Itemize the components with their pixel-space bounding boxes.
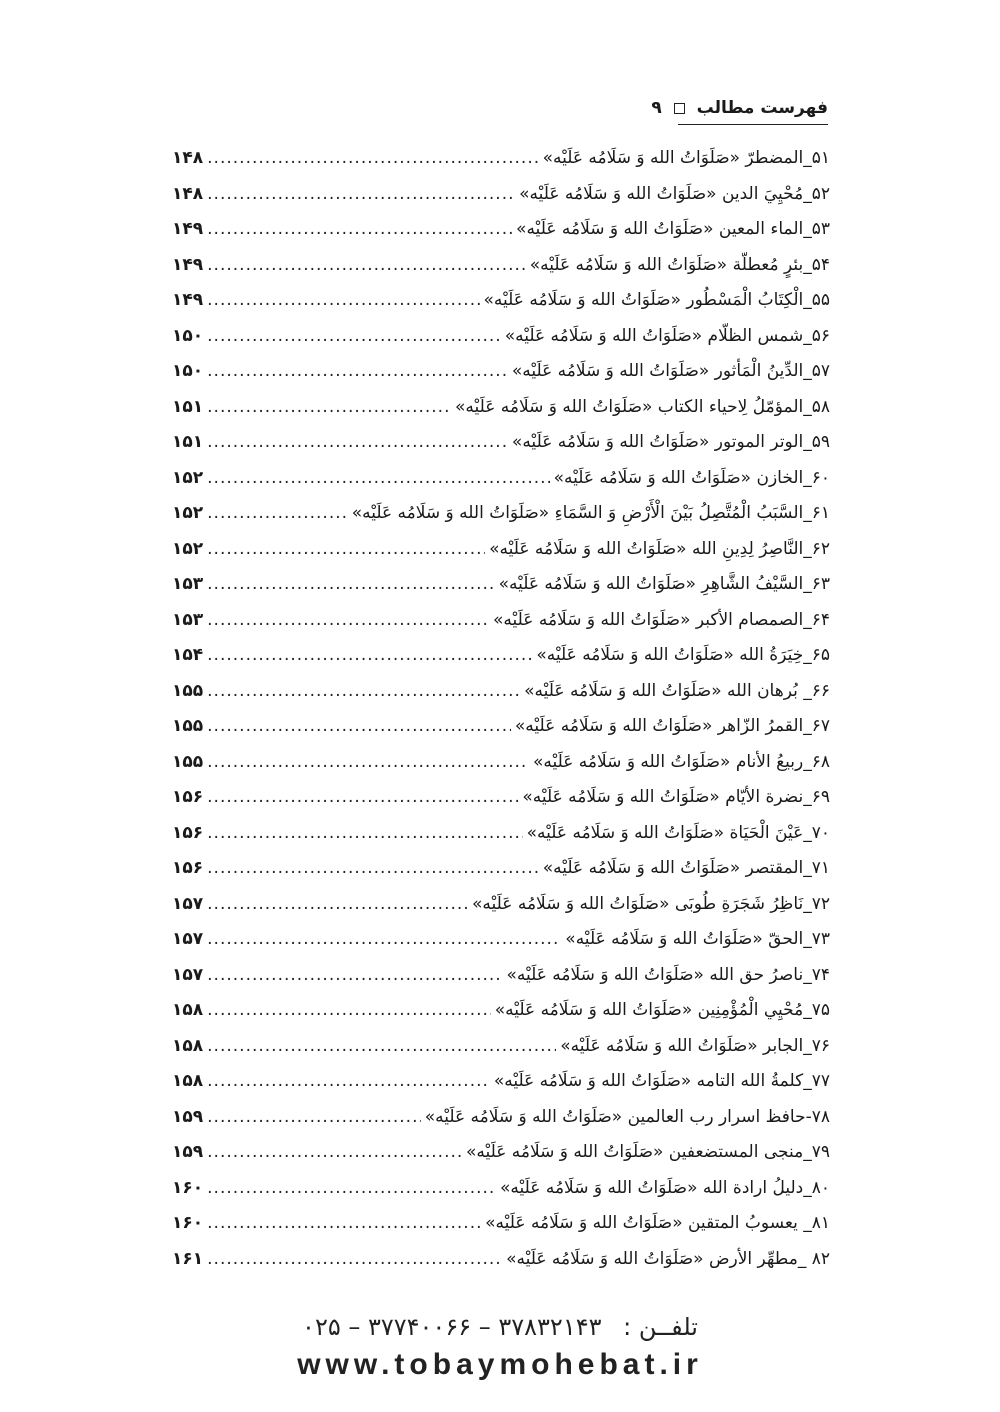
toc-entry[interactable] [172, 1107, 830, 1143]
toc-entry[interactable] [172, 1249, 830, 1285]
toc-entry[interactable] [172, 539, 830, 575]
dot-leader [207, 290, 479, 310]
footer-phone [0, 1313, 1000, 1341]
toc-entry[interactable] [172, 1071, 830, 1107]
toc-entry-page: ۱۴۹ [172, 254, 204, 275]
dot-leader [207, 1036, 556, 1056]
dot-leader [207, 539, 485, 559]
toc-entry[interactable] [172, 610, 830, 646]
toc-entry-title: ۸۰_دليلُ ارادة الله «صَلَوَاتُ الله وَ سَلَامُه عَلَيْه» [500, 1177, 830, 1198]
dot-leader [207, 148, 538, 168]
toc-entry-title: ۶۸_ربيعُ الأنام «صَلَوَاتُ الله وَ سَلَامُه عَلَيْه» [532, 751, 830, 772]
toc-entry-title: ۵۹_الوتر الموتور «صَلَوَاتُ الله وَ سَلَامُه عَلَيْه» [511, 432, 830, 452]
toc-entry[interactable] [172, 965, 830, 1001]
toc-entry[interactable] [172, 716, 830, 752]
toc-entry[interactable] [172, 361, 830, 397]
toc-entry[interactable] [172, 752, 830, 788]
dot-leader [207, 468, 549, 488]
toc-entry-page: ۱۵۳ [172, 574, 204, 594]
toc-entry-title: ۶۹_نضرة الأيّام «صَلَوَاتُ الله وَ سَلَامُه عَلَيْه» [522, 787, 830, 807]
dot-leader [207, 823, 523, 843]
toc-entry-title: ۵۸_المؤمّلُ لِاحياء الكتاب «صَلَوَاتُ الله وَ سَلَامُه عَلَيْه» [454, 396, 830, 417]
toc-entry-page: ۱۵۷ [172, 893, 204, 914]
toc-entry-page: ۱۴۹ [172, 219, 204, 239]
toc-entry[interactable] [172, 1000, 830, 1036]
dot-leader [207, 432, 508, 452]
dot-leader [207, 1000, 491, 1020]
dot-leader [207, 574, 494, 594]
toc-entry[interactable] [172, 1036, 830, 1072]
toc-entry-page: ۱۵۶ [172, 858, 204, 878]
toc-entry[interactable] [172, 219, 830, 255]
toc-entry-page: ۱۵۷ [172, 964, 204, 985]
toc-entry-page: ۱۵۰ [172, 361, 204, 381]
toc-entry-title: ۷۸-حافظ اسرار رب العالمين «صَلَوَاتُ الله وَ سَلَامُه عَلَيْه» [424, 1106, 830, 1127]
toc-entry-title: ۷۱_المقتصر «صَلَوَاتُ الله وَ سَلَامُه عَلَيْه» [542, 858, 830, 878]
running-head-page-number: ۹ [651, 98, 662, 118]
toc-entry[interactable] [172, 1213, 830, 1249]
toc-entry[interactable] [172, 681, 830, 717]
dot-leader [207, 397, 451, 417]
toc-entry-page: ۱۵۶ [172, 822, 204, 843]
toc-entry-page: ۱۵۵ [172, 680, 204, 701]
running-head [651, 98, 828, 125]
dot-leader [207, 752, 529, 772]
toc-entry[interactable] [172, 184, 830, 220]
dot-leader [207, 255, 526, 275]
toc-entry[interactable] [172, 858, 830, 894]
dot-leader [207, 1107, 421, 1127]
dot-leader [207, 1178, 496, 1198]
toc-entry-title: ۷۲_نَاظِرُ شَجَرَةِ طُوبَى «صَلَوَاتُ الله وَ سَلَامُه عَلَيْه» [472, 893, 830, 914]
dot-leader [207, 1249, 502, 1269]
toc-entry[interactable] [172, 645, 830, 681]
running-head-title: فهرست مطالب [696, 98, 828, 118]
toc-entry-title: ۷۷_كلمةُ الله التامه «صَلَوَاتُ الله وَ سَلَامُه عَلَيْه» [493, 1071, 830, 1091]
toc-entry-page: ۱۴۸ [172, 183, 204, 204]
toc-entry-title: ۵۲_مُحْيِيَ الدين «صَلَوَاتُ الله وَ سَلَامُه عَلَيْه» [519, 183, 830, 204]
toc-entry-title: ۵۱_المضطرّ «صَلَوَاتُ الله وَ سَلَامُه عَلَيْه» [542, 148, 830, 168]
toc-entry-page: ۱۵۷ [172, 929, 204, 949]
toc-entry-title: ۶۴_الصمصام الأكبر «صَلَوَاتُ الله وَ سَلَامُه عَلَيْه» [493, 609, 830, 630]
toc-entry[interactable] [172, 929, 830, 965]
dot-leader [207, 681, 520, 701]
toc-entry[interactable] [172, 823, 830, 859]
toc-entry-page: ۱۶۰ [172, 1177, 204, 1198]
toc-entry-page: ۱۵۳ [172, 609, 204, 630]
dot-leader [207, 1213, 481, 1233]
toc-entry-page: ۱۶۱ [172, 1248, 204, 1269]
toc-entry[interactable] [172, 148, 830, 184]
toc-entry[interactable] [172, 574, 830, 610]
toc-entry-title: ۵۶_شمس الظلّام «صَلَوَاتُ الله وَ سَلَامُه عَلَيْه» [504, 325, 830, 346]
toc-entry-page: ۱۵۵ [172, 716, 204, 736]
toc-entry-title: ۶۶_ بُرهان الله «صَلَوَاتُ الله وَ سَلَامُه عَلَيْه» [524, 680, 830, 701]
toc-entry-title: ۷۰_عَيْنَ الْحَيَاة «صَلَوَاتُ الله وَ سَلَامُه عَلَيْه» [526, 822, 830, 843]
toc-entry-title: ۷۳_الحقّ «صَلَوَاتُ الله وَ سَلَامُه عَلَيْه» [565, 929, 830, 949]
toc-entry[interactable] [172, 290, 830, 326]
toc-entry-page: ۱۵۸ [172, 1071, 204, 1091]
toc-entry-page: ۱۵۸ [172, 1000, 204, 1020]
square-ornament-icon [674, 103, 685, 114]
dot-leader [207, 929, 561, 949]
dot-leader [207, 219, 512, 239]
toc-entry-title: ۶۵_خِيَرَةُ الله «صَلَوَاتُ الله وَ سَلَامُه عَلَيْه» [536, 645, 830, 665]
toc-entry-page: ۱۵۱ [172, 396, 204, 417]
toc-entry[interactable] [172, 255, 830, 291]
toc-entry-title: ۶۰_الخازن «صَلَوَاتُ الله وَ سَلَامُه عَلَيْه» [553, 467, 830, 488]
toc-entry-page: ۱۴۹ [172, 290, 204, 310]
toc-entry[interactable] [172, 1178, 830, 1214]
toc-entry-title: ۵۳_الماء المعين «صَلَوَاتُ الله وَ سَلَامُه عَلَيْه» [516, 219, 830, 239]
toc-entry-page: ۱۵۰ [172, 325, 204, 346]
toc-entry[interactable] [172, 503, 830, 539]
toc-entry-title: ۶۳_السَّيْفُ الشَّاهِرِ «صَلَوَاتُ الله وَ سَلَامُه عَلَيْه» [498, 574, 830, 594]
dot-leader [207, 858, 539, 878]
toc-entry-page: ۱۵۱ [172, 432, 204, 452]
table-of-contents [172, 148, 830, 1284]
dot-leader [207, 610, 489, 630]
dot-leader [207, 503, 348, 523]
toc-entry-page: ۱۵۶ [172, 787, 204, 807]
toc-entry-title: ۷۶_الجابر «صَلَوَاتُ الله وَ سَلَامُه عَلَيْه» [560, 1035, 830, 1056]
dot-leader [207, 965, 502, 985]
dot-leader [207, 716, 511, 736]
toc-entry-title: ۶۷_القمرُ الزّاهر «صَلَوَاتُ الله وَ سَلَامُه عَلَيْه» [514, 716, 830, 736]
toc-entry[interactable] [172, 1142, 830, 1178]
toc-entry[interactable] [172, 787, 830, 823]
toc-entry-page: ۱۵۲ [172, 467, 204, 488]
toc-entry-title: ۵۷_الدِّينُ الْمَأثور «صَلَوَاتُ الله وَ سَلَامُه عَلَيْه» [511, 361, 830, 381]
phone-numbers: ۰۲۵ – ۳۷۷۴۰۰۶۶ – ۳۷۸۳۲۱۴۳ [302, 1313, 602, 1341]
toc-entry-title: ۵۴_بئرٍ مُعطلّة «صَلَوَاتُ الله وَ سَلَامُه عَلَيْه» [529, 254, 830, 275]
toc-entry[interactable] [172, 326, 830, 362]
toc-entry[interactable] [172, 397, 830, 433]
website-url[interactable]: www.tobaymohebat.ir [297, 1348, 703, 1381]
toc-entry-title: ۵۵_الْكِتَابُ الْمَسْطُور «صَلَوَاتُ الله وَ سَلَامُه عَلَيْه» [483, 290, 830, 310]
toc-entry-title: ۸۱_ يعسوبُ المتقين «صَلَوَاتُ الله وَ سَلَامُه عَلَيْه» [485, 1213, 830, 1233]
toc-entry[interactable] [172, 468, 830, 504]
dot-leader [207, 1142, 462, 1162]
dot-leader [207, 184, 515, 204]
toc-entry-page: ۱۵۹ [172, 1142, 204, 1162]
toc-entry[interactable] [172, 894, 830, 930]
toc-entry-page: ۱۴۸ [172, 148, 204, 168]
toc-entry-page: ۱۵۴ [172, 645, 204, 665]
toc-entry-page: ۱۵۸ [172, 1035, 204, 1056]
dot-leader [207, 787, 518, 807]
dot-leader [207, 1071, 490, 1091]
dot-leader [207, 894, 468, 914]
toc-entry-page: ۱۵۵ [172, 751, 204, 772]
dot-leader [207, 361, 508, 381]
toc-entry-page: ۱۵۲ [172, 538, 204, 559]
dot-leader [207, 326, 501, 346]
toc-entry-title: ۷۵_مُحْيِي الْمُؤْمِنِين «صَلَوَاتُ الله وَ سَلَامُه عَلَيْه» [494, 1000, 830, 1020]
toc-entry-title: ۸۲ _مطهِّر الأرض «صَلَوَاتُ الله وَ سَلَامُه عَلَيْه» [506, 1248, 830, 1269]
dot-leader [207, 645, 532, 665]
toc-entry-title: ۶۲_النَّاصِرُ لِدِينِ الله «صَلَوَاتُ الله وَ سَلَامُه عَلَيْه» [489, 538, 830, 559]
toc-entry-page: ۱۶۰ [172, 1213, 204, 1233]
toc-entry[interactable] [172, 432, 830, 468]
toc-entry-title: ۷۹_منجى المستضعفين «صَلَوَاتُ الله وَ سَلَامُه عَلَيْه» [465, 1142, 830, 1162]
toc-entry-title: ۶۱_السَّبَبُ الْمُتَّصِلُ بَيْنَ الْأَرْضِ وَ السَّمَاءِ «صَلَوَاتُ الله وَ سَلَامُه عَلَيْه» [351, 503, 830, 523]
toc-entry-title: ۷۴_ناصرُ حق الله «صَلَوَاتُ الله وَ سَلَامُه عَلَيْه» [506, 964, 830, 985]
phone-label: تلفــن : [623, 1313, 698, 1341]
toc-entry-page: ۱۵۹ [172, 1106, 204, 1127]
toc-entry-page: ۱۵۲ [172, 503, 204, 523]
